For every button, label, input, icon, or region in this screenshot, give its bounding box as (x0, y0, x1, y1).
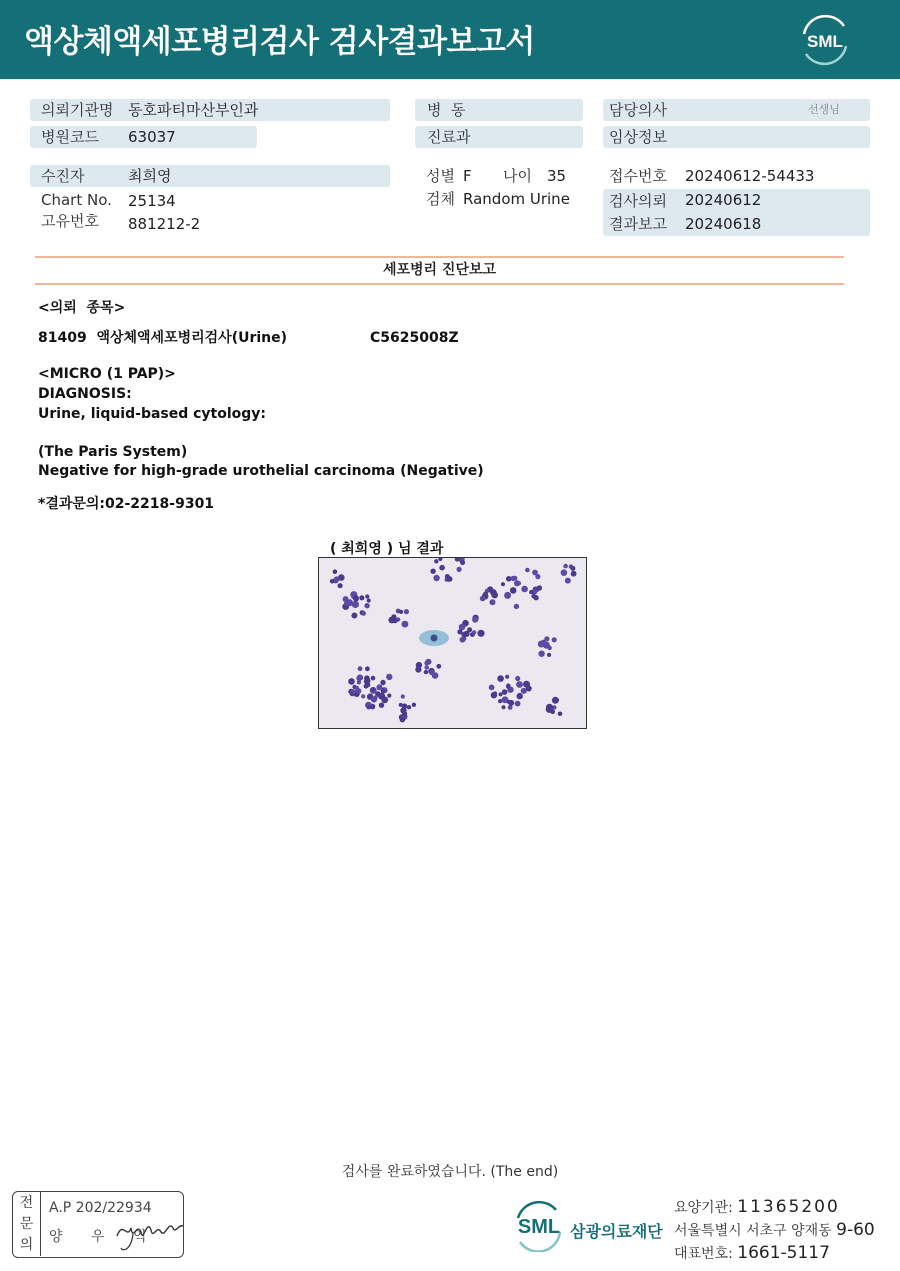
footer-address (674, 1220, 875, 1240)
cell-nucleus (498, 699, 502, 703)
cell-nucleus (538, 641, 545, 648)
contact-line: *결과문의:02-2218-9301 (38, 496, 215, 512)
cell-nucleus (424, 661, 428, 665)
cell-nucleus (497, 675, 504, 682)
cell-nucleus (434, 559, 438, 563)
cell-nucleus (400, 717, 405, 722)
cell-nucleus (364, 603, 369, 608)
footer-phone-value: 1661-5117 (737, 1243, 830, 1263)
cell-nucleus (357, 680, 361, 684)
cell-nucleus (364, 679, 369, 684)
cell-nucleus (436, 664, 441, 669)
cell-nucleus (424, 665, 429, 670)
sml-logo (798, 14, 852, 66)
cell-nucleus (334, 576, 340, 582)
squamous-nucleus (431, 635, 438, 642)
diagnosis-line: Urine, liquid-based cytology: (38, 406, 267, 422)
cell-nucleus (552, 697, 559, 704)
cell-nucleus (502, 705, 506, 709)
footer-code-value: 11365200 (737, 1197, 840, 1217)
footer-address-text: 서울특별시 서초구 양재동 (674, 1223, 832, 1239)
stamp-title-column (13, 1192, 41, 1256)
ward-label: 병 동 (427, 101, 466, 119)
cell-nucleus (424, 670, 428, 674)
cell-nucleus (351, 613, 357, 619)
cell-nucleus (457, 567, 462, 572)
cell-nucleus (533, 595, 538, 600)
cell-nucleus (521, 688, 527, 694)
cell-nucleus (525, 682, 530, 687)
report-title: 액상체액세포병리검사 검사결과보고서 (24, 24, 535, 60)
cell-nucleus (571, 571, 577, 577)
clinical-label: 임상정보 (609, 128, 667, 146)
section-rule-bottom (35, 283, 844, 285)
cell-nucleus (558, 712, 563, 717)
cell-nucleus (371, 676, 376, 681)
cell-nucleus (365, 666, 370, 671)
cell-nucleus (472, 617, 478, 623)
chart-label: Chart No. (41, 191, 112, 209)
cell-nucleus (333, 569, 338, 574)
cell-nucleus (374, 695, 378, 699)
cell-nucleus (570, 566, 575, 571)
cell-nucleus (351, 689, 356, 694)
chart-value: 25134 (128, 192, 176, 210)
cell-nucleus (367, 705, 371, 709)
cytology-micrograph (318, 557, 587, 729)
cell-nucleus (547, 653, 551, 657)
image-caption: ( 최희영 ) 님 결과 (330, 541, 444, 557)
cell-nucleus (535, 574, 540, 579)
institution-label: 의뢰기관명 (41, 101, 114, 119)
cell-nucleus (438, 558, 442, 561)
request-heading: <의뢰 종목> (38, 300, 126, 316)
stamp-name: 양 우 익 (49, 1229, 159, 1245)
cell-nucleus (565, 578, 571, 584)
cell-nucleus (399, 610, 403, 614)
unique-label: 고유번호 (41, 212, 99, 230)
accession-label: 접수번호 (609, 167, 667, 185)
age-value: 35 (547, 167, 567, 185)
cell-nucleus (502, 689, 508, 695)
cell-nucleus (430, 569, 435, 574)
diagnosis-label: DIAGNOSIS: (38, 386, 132, 402)
reported-value: 20240618 (685, 215, 762, 233)
cell-nucleus (460, 560, 465, 565)
cell-nucleus (561, 569, 568, 576)
cell-nucleus (514, 604, 519, 609)
stamp-char: 문 (19, 1216, 34, 1232)
cell-nucleus (447, 576, 453, 582)
micrograph-cells (319, 558, 587, 729)
section-rule-top (35, 256, 844, 258)
pathologist-stamp (12, 1191, 184, 1258)
cell-nucleus (338, 583, 343, 588)
cell-nucleus (548, 646, 552, 650)
unique-value: 881212-2 (128, 215, 201, 233)
sex-label: 성별 (426, 167, 455, 185)
cell-nucleus (348, 678, 355, 685)
footer-address-num: 9-60 (836, 1220, 875, 1240)
cell-nucleus (516, 681, 523, 688)
footer-code (674, 1197, 840, 1217)
cell-nucleus (359, 595, 364, 600)
footer-phone (674, 1243, 830, 1263)
cell-nucleus (353, 595, 359, 601)
cell-nucleus (490, 599, 496, 605)
cell-nucleus (416, 662, 422, 668)
cell-nucleus (507, 700, 511, 704)
cell-nucleus (517, 693, 523, 699)
footer-sml-logo (510, 1200, 568, 1252)
footer-code-label: 요양기관: (674, 1200, 733, 1216)
cell-nucleus (433, 575, 439, 581)
cell-nucleus (489, 685, 495, 691)
cell-nucleus (412, 703, 416, 707)
stamp-license: A.P 202/22934 (49, 1200, 152, 1216)
cell-nucleus (529, 590, 533, 594)
cell-nucleus (361, 694, 365, 698)
accession-value: 20240612-54433 (685, 167, 815, 185)
footer-org-name: 삼광의료재단 (570, 1222, 663, 1241)
cell-nucleus (491, 692, 497, 698)
cell-nucleus (515, 676, 520, 681)
cell-nucleus (501, 582, 505, 586)
patient-value: 최희영 (128, 167, 172, 185)
cell-nucleus (552, 637, 557, 642)
cell-nucleus (439, 565, 445, 571)
cell-nucleus (407, 705, 411, 709)
cell-nucleus (381, 697, 388, 704)
cell-nucleus (514, 580, 520, 586)
report-header (0, 0, 900, 79)
hospital-code-value: 63037 (128, 128, 176, 146)
cell-nucleus (386, 674, 392, 680)
stamp-char: 전 (19, 1195, 34, 1211)
cell-nucleus (511, 576, 516, 581)
cell-nucleus (550, 709, 555, 714)
cell-nucleus (472, 630, 476, 634)
cell-nucleus (380, 680, 385, 685)
footer-phone-label: 대표번호: (674, 1246, 733, 1262)
cell-nucleus (365, 594, 369, 598)
cell-nucleus (429, 670, 434, 675)
cell-nucleus (563, 564, 568, 569)
cell-nucleus (506, 684, 510, 688)
cell-nucleus (515, 701, 521, 707)
cell-nucleus (371, 688, 375, 692)
hospital-code-label: 병원코드 (41, 128, 99, 146)
cell-nucleus (358, 666, 363, 671)
paris-system-line: (The Paris System) (38, 444, 188, 460)
cell-nucleus (381, 689, 386, 694)
cell-nucleus (464, 631, 470, 637)
patient-label: 수진자 (41, 167, 85, 185)
cell-nucleus (525, 568, 530, 573)
micro-heading: <MICRO (1 PAP)> (38, 366, 176, 382)
cell-nucleus (356, 676, 360, 680)
cell-nucleus (346, 600, 353, 607)
dept-label: 진료과 (427, 128, 471, 146)
cell-nucleus (457, 629, 462, 634)
logo-text: SML (807, 32, 843, 51)
cell-nucleus (367, 598, 371, 602)
doctor-suffix: 선생님 (808, 103, 840, 116)
institution-value: 동호파티마산부인과 (128, 101, 259, 119)
reported-label: 결과보고 (609, 215, 667, 233)
age-label: 나이 (503, 167, 532, 185)
cell-nucleus (391, 614, 396, 619)
cell-nucleus (387, 694, 391, 698)
cell-nucleus (402, 711, 407, 716)
result-line: Negative for high-grade urothelial carcinoma (Negative) (38, 463, 484, 479)
cell-nucleus (364, 684, 369, 689)
stamp-char: 의 (19, 1237, 34, 1253)
cell-nucleus (361, 611, 366, 616)
cell-nucleus (330, 579, 335, 584)
signature-icon (113, 1210, 185, 1254)
cell-nucleus (462, 637, 466, 641)
requested-value: 20240612 (685, 191, 762, 209)
cell-nucleus (491, 592, 498, 599)
cell-nucleus (499, 692, 503, 696)
cell-nucleus (399, 703, 403, 707)
cell-nucleus (544, 636, 549, 641)
cell-nucleus (510, 587, 517, 594)
cell-nucleus (404, 609, 409, 614)
requested-label: 검사의뢰 (609, 192, 667, 210)
cell-nucleus (504, 592, 511, 599)
section-title: 세포병리 진단보고 (382, 262, 497, 278)
cell-nucleus (477, 630, 484, 637)
cell-nucleus (402, 621, 408, 627)
doctor-label: 담당의사 (609, 101, 667, 119)
cell-nucleus (356, 688, 362, 694)
cell-nucleus (505, 675, 509, 679)
specimen-value: Random Urine (463, 190, 570, 208)
test-line: 81409 액상체액세포병리검사(Urine) (38, 330, 288, 346)
test-code: C5625008Z (370, 330, 459, 346)
specimen-label: 검체 (426, 190, 455, 208)
cell-nucleus (401, 694, 405, 698)
cell-nucleus (538, 651, 544, 657)
cell-nucleus (379, 703, 384, 708)
sex-value: F (463, 167, 472, 185)
footer-logo-text: SML (517, 1216, 561, 1238)
cell-nucleus (480, 596, 486, 602)
end-text: 검사를 완료하였습니다. (The end) (341, 1164, 559, 1180)
cell-nucleus (521, 586, 528, 593)
